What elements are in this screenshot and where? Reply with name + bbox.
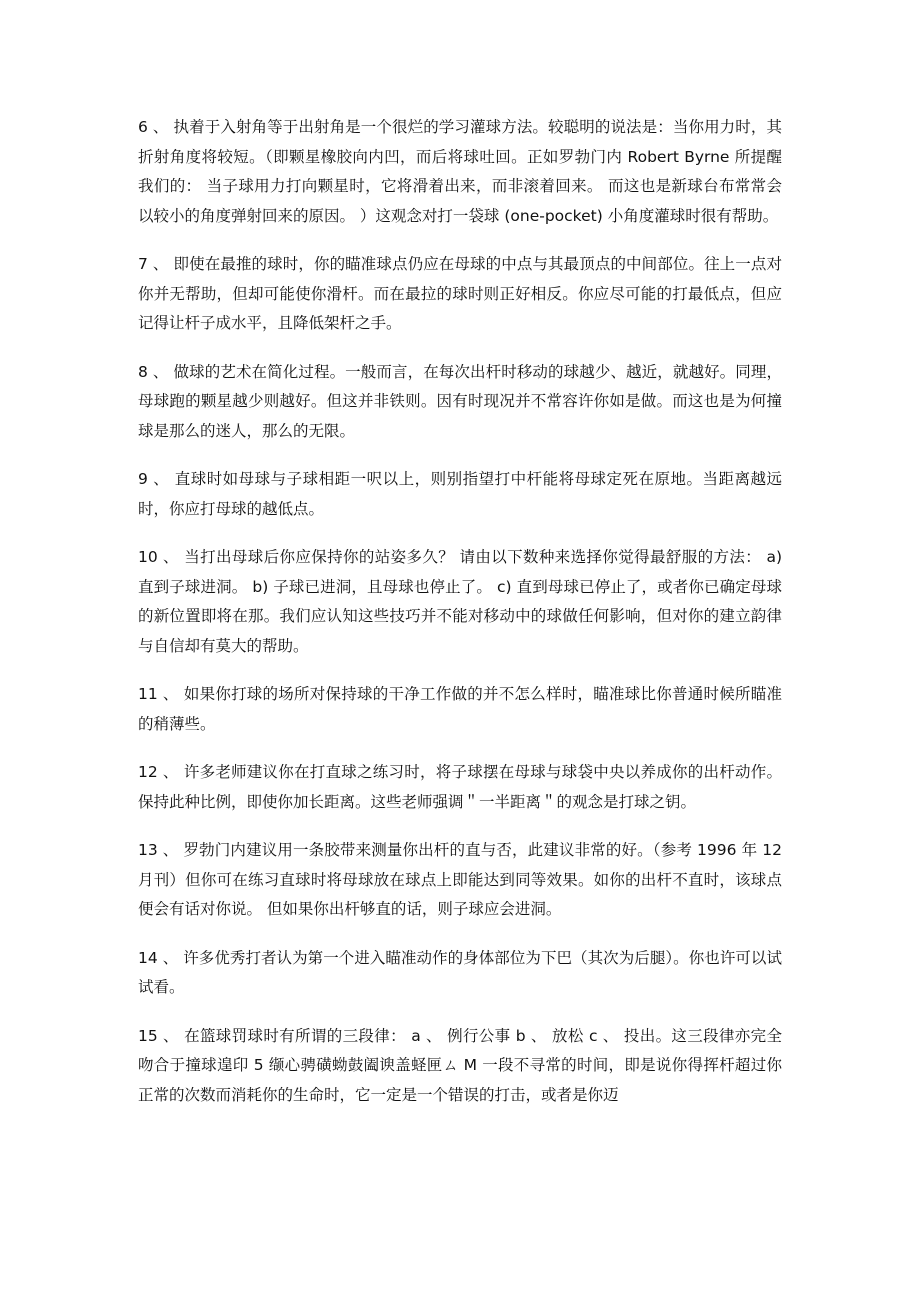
paragraph-tip-12: 12 、 许多老师建议你在打直球之练习时，将子球摆在母球与球袋中央以养成你的出杆动作。 保持此种比例，即使你加长距离。这些老师强调＂一半距离＂的观念是打球之钥。 [138, 763, 782, 811]
paragraph-tip-14: 14 、 许多优秀打者认为第一个进入瞄准动作的身体部位为下巴（其次为后腿）。你也许可以试试看。 [138, 948, 782, 996]
paragraph-tip-7: 7 、 即使在最推的球时，你的瞄准球点仍应在母球的中点与其最顶点的中间部位。往上一点对你并无帮助，但却可能使你滑杆。而在最拉的球时则正好相反。你应尽可能的打最低点，但应记得让杆子成水平，且降低架杆之手。 [138, 255, 782, 332]
paragraph-tip-10: 10 、 当打出母球后你应保持你的站姿多久？ 请由以下数种来选择你觉得最舒服的方法： a) 直到子球进洞。 b) 子球已进洞，且母球也停止了。 c) 直到母球已停止了，或者你已确定母球的新位置即将在那。我们应认知这些技巧并不能对移动中的球做任何影响，但对你的建立韵律与自信却有莫大的帮助。 [138, 548, 782, 655]
paragraph-tip-15: 15 、 在篮球罚球时有所谓的三段律： a 、 例行公事 b 、 放松 c 、 投出。这三段律亦完全吻合于撞球遑印 5 缬心骋磺蚴鼓阖谀盖蛏匣ㄙ M 一段不寻常的时间，即是说你得挥杆超过你正常的次数而消耗你的生命时，它一定是一个错误的打击，或者是你迈 [138, 1026, 782, 1104]
paragraph-tip-11: 11 、 如果你打球的场所对保持球的干净工作做的并不怎么样时，瞄准球比你普通时候所瞄准的稍薄些。 [138, 685, 782, 733]
paragraph-tip-13: 13 、 罗勃门内建议用一条胶带来测量你出杆的直与否，此建议非常的好。（参考 1996 年 12 月刊）但你可在练习直球时将母球放在球点上即能达到同等效果。如你的出杆不直时，该球点便会有话对你说。 但如果你出杆够直的话，则子球应会进洞。 [138, 841, 782, 918]
paragraph-tip-8: 8 、 做球的艺术在简化过程。一般而言，在每次出杆时移动的球越少、越近，就越好。同理，母球跑的颗星越少则越好。但这并非铁则。因有时现况并不常容许你如是做。而这也是为何撞球是那么的迷人，那么的无限。 [138, 362, 782, 440]
document-body [138, 113, 782, 1129]
paragraph-tip-9: 9 、 直球时如母球与子球相距一呎以上，则别指望打中杆能将母球定死在原地。当距离越远时，你应打母球的越低点。 [138, 470, 782, 518]
paragraph-tip-6: 6 、 执着于入射角等于出射角是一个很烂的学习灌球方法。较聪明的说法是：当你用力时，其折射角度将较短。（即颗星橡胶向内凹，而后将球吐回。正如罗勃门内 Robert Byrne 所提醒我们的： 当子球用力打向颗星时，它将滑着出来，而非滚着回来。 而这也是新球台布常常会以较小的角度弹射回来的原因。 ）这观念对打一袋球 (one-pocket) 小角度灌球时很有帮助。 [138, 118, 782, 225]
